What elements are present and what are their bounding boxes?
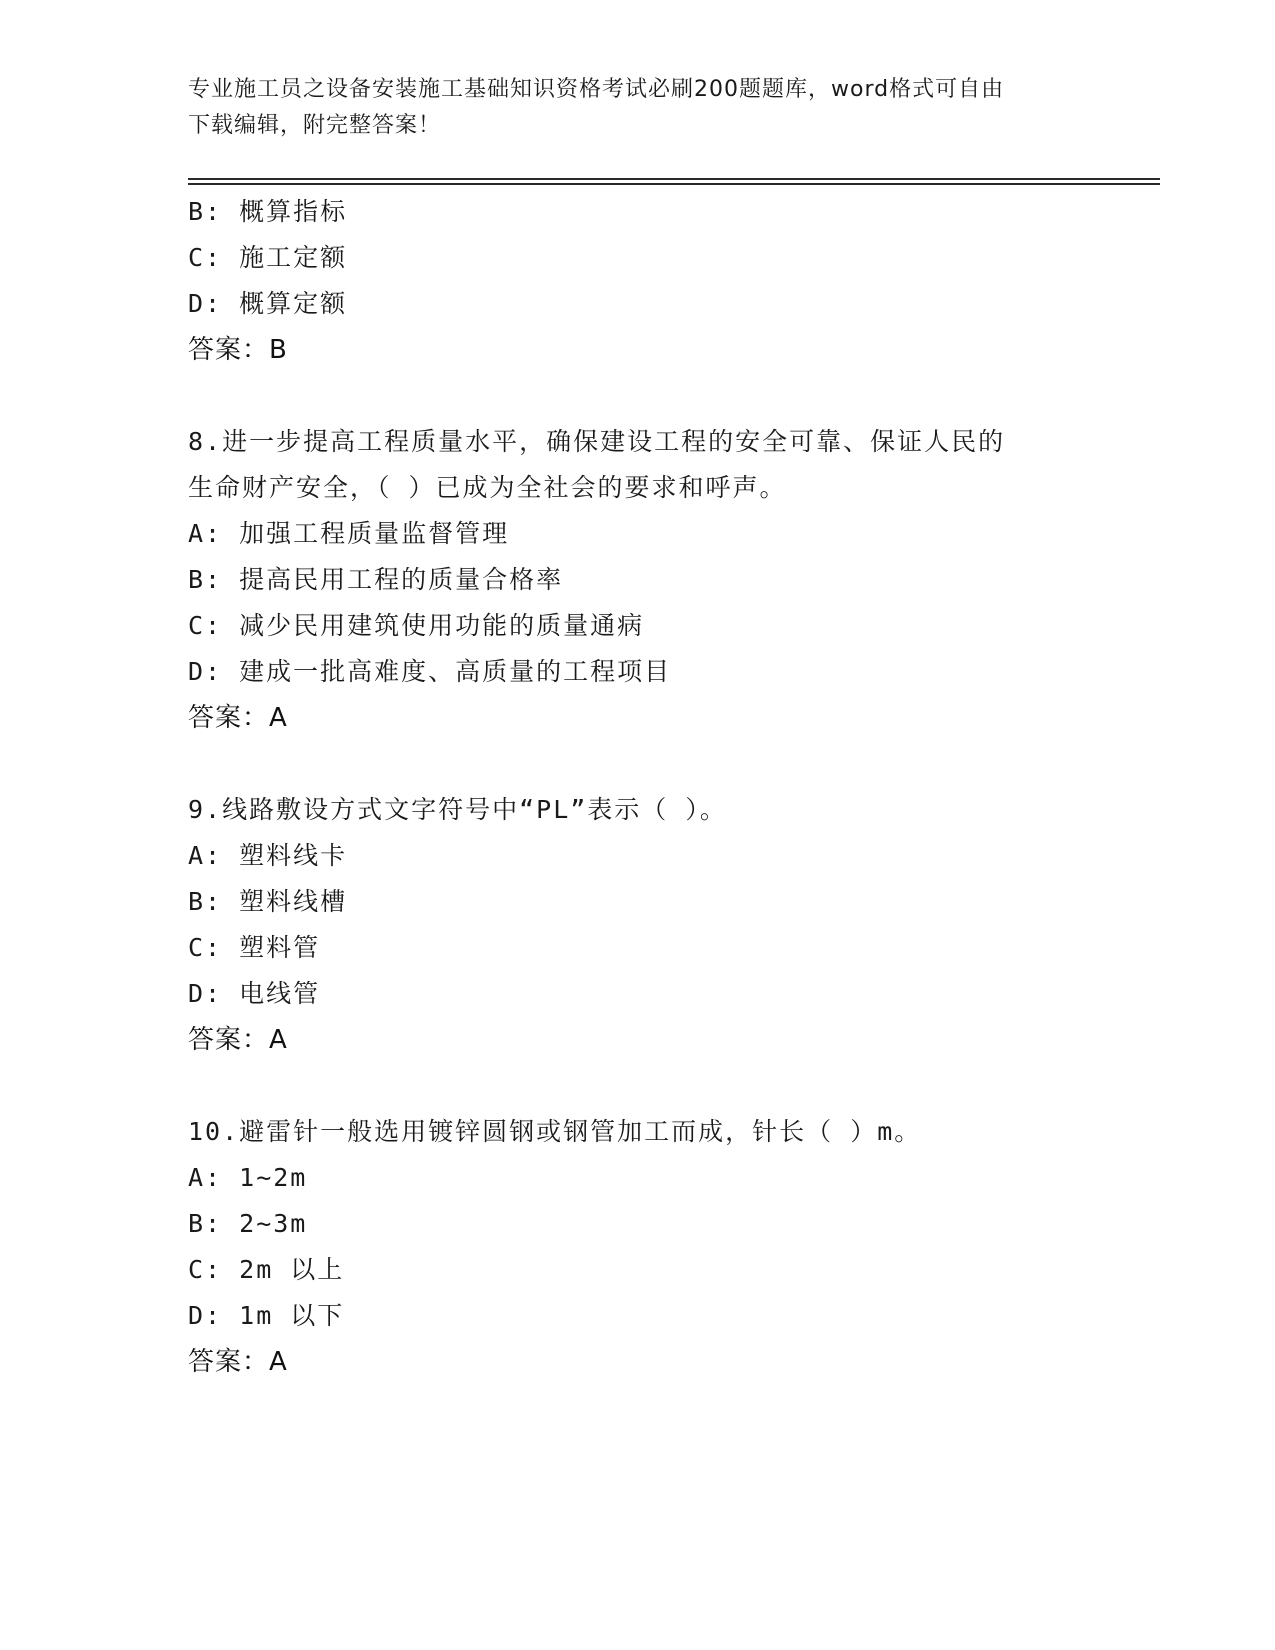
option-b: B: 2~3m	[188, 1209, 308, 1238]
option-a: A: 塑料线卡	[188, 841, 348, 870]
header-divider-top	[188, 178, 1160, 180]
question-stem-line: 8.进一步提高工程质量水平，确保建设工程的安全可靠、保证人民的	[188, 427, 1006, 456]
header-line-1: 专业施工员之设备安装施工基础知识资格考试必刷200题题库，word格式可自由	[188, 77, 1005, 102]
header-divider-bottom	[188, 183, 1160, 185]
option-b: B: 提高民用工程的质量合格率	[188, 565, 564, 594]
question-stem-line: 9.线路敷设方式文字符号中“PL”表示（ ）。	[188, 795, 727, 824]
option-b: B: 概算指标	[188, 197, 348, 226]
option-d: D: 1m 以下	[188, 1301, 345, 1330]
answer-line: 答案：A	[188, 703, 288, 733]
document-header	[188, 72, 1088, 144]
spacer	[188, 1063, 1088, 1109]
option-a: A: 1~2m	[188, 1163, 308, 1192]
option-c: C: 2m 以上	[188, 1255, 345, 1284]
option-c: C: 施工定额	[188, 243, 348, 272]
question-stem-line: 生命财产安全，（ ）已成为全社会的要求和呼声。	[188, 473, 787, 502]
question-9	[188, 787, 1088, 1063]
spacer	[188, 741, 1088, 787]
question-list	[188, 189, 1088, 1385]
option-d: D: 概算定额	[188, 289, 348, 318]
spacer	[188, 373, 1088, 419]
option-b: B: 塑料线槽	[188, 887, 348, 916]
option-a: A: 加强工程质量监督管理	[188, 519, 510, 548]
answer-line: 答案：A	[188, 1025, 288, 1055]
option-d: D: 电线管	[188, 979, 321, 1008]
question-7-continued	[188, 189, 1088, 373]
question-stem-line: 10.避雷针一般选用镀锌圆钢或钢管加工而成，针长（ ）m。	[188, 1117, 922, 1146]
answer-line: 答案：A	[188, 1347, 288, 1377]
option-c: C: 减少民用建筑使用功能的质量通病	[188, 611, 645, 640]
option-c: C: 塑料管	[188, 933, 321, 962]
option-d: D: 建成一批高难度、高质量的工程项目	[188, 657, 672, 686]
header-line-2: 下载编辑，附完整答案！	[188, 113, 442, 138]
question-10	[188, 1109, 1088, 1385]
answer-line: 答案：B	[188, 335, 288, 365]
question-8	[188, 419, 1088, 741]
